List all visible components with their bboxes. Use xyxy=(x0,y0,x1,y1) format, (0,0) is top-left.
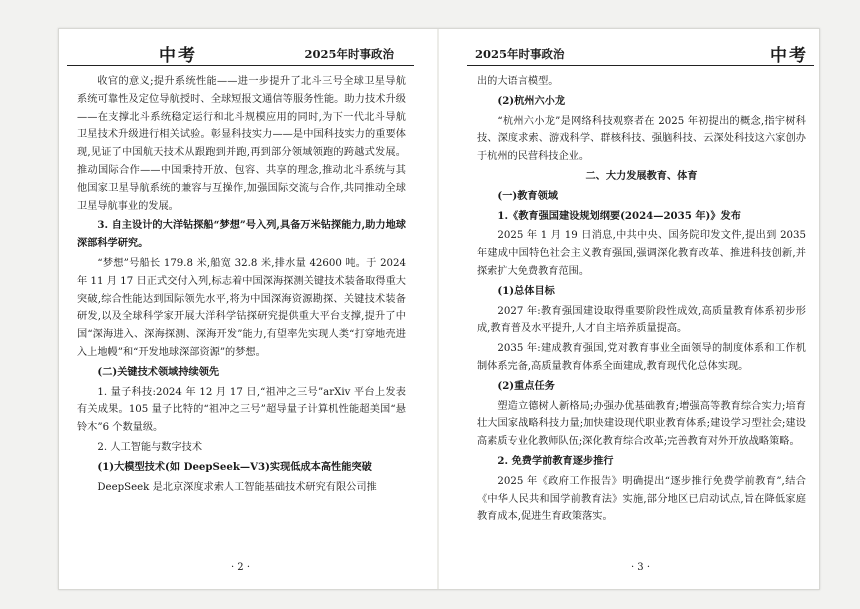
paragraph: 2027 年:教育强国建设取得重要阶段性成效,高质量教育体系初步形成,教育普及水平提升,人才自主培养质量提高。 xyxy=(477,305,806,335)
paragraph: 收官的意义;提升系统性能——进一步提升了北斗三号全球卫星导航系统可靠性及定位导航授时、全球短报文通信等服务性能。助力技术升级——在支撑北斗系统稳定运行和北斗规模应用的同时,为下一代北斗导航卫星技术升级进行相关试验。彰显科技实力——是中国科技实力的重要体现,见证了中国航天技术从跟跑到并跑,再到部分领域领跑的跨越式发展。推动国际合作——中国秉持开放、包容、共享的理念,推动北斗系统与其他国家卫星导航系统的兼容与互操作,加强国际交流与合作,共同推动全球卫星导航事业的发展。 xyxy=(77,76,406,212)
right-page-number: · 3 · xyxy=(630,562,651,573)
paragraph: 2035 年:建成教育强国,党对教育事业全面领导的制度体系和工作机制体系完备,高质量教育体系全面建成,教育现代化总体实现。 xyxy=(477,343,806,372)
paragraph: 塑造立德树人新格局;办强办优基础教育;增强高等教育综合实力;培育壮大国家战略科技力量;加快建设现代职业教育体系;建设学习型社会;建设高素质专业化教师队伍;深化教育综合改革;完善教育对外开放战略策略。 xyxy=(477,400,806,448)
paragraph: 1. 量子科技:2024 年 12 月 17 日,“祖冲之三号”arXiv 平台上发表有关成果。105 量子比特的“祖冲之三号”超导量子计算机性能超美国“悬铃木”6 个数量级。 xyxy=(77,386,406,434)
left-page-number: · 2 · xyxy=(230,562,251,573)
paragraph: 2. 人工智能与数字技术 xyxy=(97,441,203,453)
paragraph: (2)杭州六小龙 xyxy=(497,94,566,107)
paragraph: DeepSeek 是北京深度求索人工智能基础技术研究有限公司推 xyxy=(97,481,377,493)
right-header-brand: 中考 xyxy=(770,46,808,66)
paragraph: 2025 年 1 月 19 日消息,中共中央、国务院印发文件,提出到 2035 年建成中国特色社会主义教育强国,强调深化教育改革、推进科技创新,并探索扩大免费教育范围。 xyxy=(477,230,806,277)
page-gutter xyxy=(437,29,439,589)
left-header-series: 2025年时事政治 xyxy=(304,47,394,61)
book-spread xyxy=(58,28,820,590)
paragraph: 1.《教育强国建设规划纲要(2024—2035 年)》发布 xyxy=(497,209,741,222)
paragraph: (1)总体目标 xyxy=(497,284,555,297)
left-header-brand: 中考 xyxy=(159,46,197,66)
paragraph: “梦想”号船长 179.8 米,船宽 32.8 米,排水量 42600 吨。于 2024 年 11 月 17 日正式交付入列,标志着中国深海探测关键技术装备取得重大突破,综合性能达到国际领先水平,将为中国深海资源勘探、关键技术装备研发,以及全球科学家开展大洋科学钻探研究提供重大平台支撑,提升了中国“深海进入、深海探测、深海开发”能力,有望率先实现人类“打穿地壳进入上地幔”和“开发地球深部资源”的梦想。 xyxy=(77,257,406,358)
paragraph: 出的大语言模型。 xyxy=(477,76,559,87)
left-page-header xyxy=(67,41,414,66)
right-header-series: 2025年时事政治 xyxy=(475,47,565,61)
paragraph: 2025 年《政府工作报告》明确提出“逐步推行免费学前教育”,结合《中华人民共和国学前教育法》实施,部分地区已启动试点,旨在降低家庭教育成本,促进生育政策落实。 xyxy=(477,475,806,523)
paragraph: (二)关键技术领域持续领先 xyxy=(97,365,220,378)
paragraph: “杭州六小龙”是网络科技观察者在 2025 年初提出的概念,指宇树科技、深度求索、游戏科学、群核科技、强脑科技、云深处科技这六家创办于杭州的民营科技企业。 xyxy=(477,115,806,163)
paragraph: 二、大力发展教育、体育 xyxy=(585,169,698,182)
right-page-body xyxy=(477,73,806,528)
paragraph: (一)教育领域 xyxy=(497,189,558,202)
paragraph: (1)大模型技术(如 DeepSeek—V3)实现低成本高性能突破 xyxy=(97,460,372,473)
left-page xyxy=(67,29,414,589)
paragraph: (2)重点任务 xyxy=(497,379,555,392)
paragraph: 2. 免费学前教育逐步推行 xyxy=(497,454,614,467)
right-page-header xyxy=(467,41,814,66)
right-page xyxy=(467,29,814,589)
paragraph: 3. 自主设计的大洋钻探船“梦想”号入列,具备万米钻探能力,助力地球深部科学研究。 xyxy=(77,219,406,250)
left-page-body xyxy=(77,73,406,498)
